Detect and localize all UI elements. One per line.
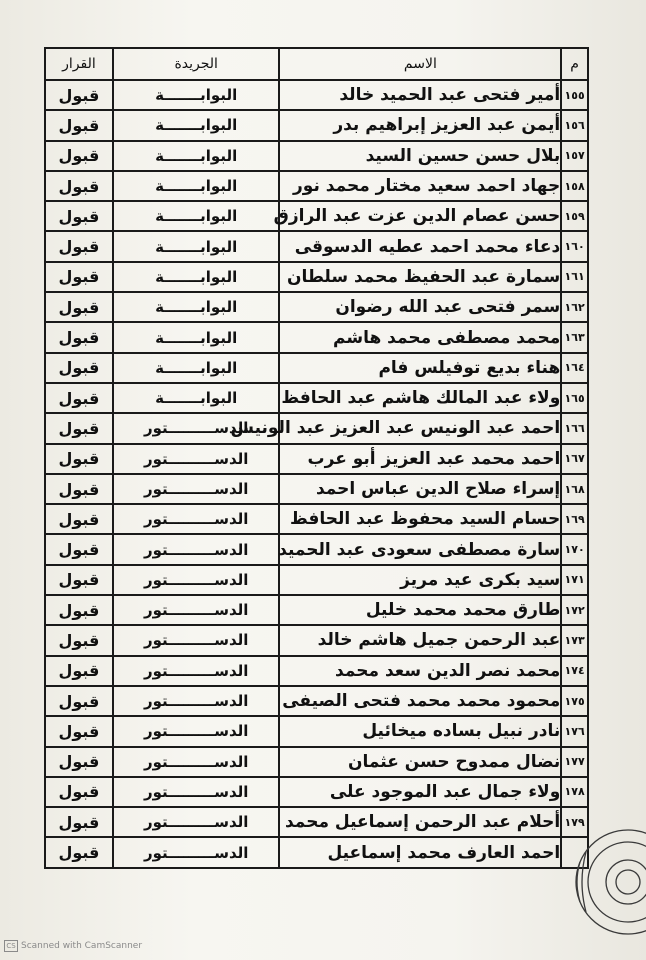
row-decision: قبول	[45, 565, 113, 595]
table-row	[45, 171, 588, 201]
row-decision: قبول	[45, 837, 113, 867]
row-name: طارق محمد محمد خليل	[279, 595, 561, 625]
row-decision: قبول	[45, 747, 113, 777]
row-number: ١٧١	[561, 565, 588, 595]
row-newspaper: البوابـــــــة	[113, 262, 280, 292]
row-newspaper: البوابـــــــة	[113, 171, 280, 201]
row-name: محمود محمد محمد فتحى الصيفى	[279, 686, 561, 716]
row-newspaper: البوابـــــــة	[113, 231, 280, 261]
row-newspaper: الدســـــــــتور	[113, 444, 280, 474]
row-newspaper: الدســـــــــتور	[113, 716, 280, 746]
row-name: سمر فتحى عبد الله رضوان	[279, 292, 561, 322]
row-newspaper: البوابـــــــة	[113, 110, 280, 140]
table-row	[45, 413, 588, 443]
row-name: أحلام عبد الرحمن إسماعيل محمد	[279, 807, 561, 837]
table-row	[45, 322, 588, 352]
row-name: محمد مصطفى محمد هاشم	[279, 322, 561, 352]
header-newspaper: الجريدة	[113, 48, 280, 80]
row-decision: قبول	[45, 353, 113, 383]
row-newspaper: الدســـــــــتور	[113, 656, 280, 686]
table-row	[45, 625, 588, 655]
row-number: ١٦٠	[561, 231, 588, 261]
row-number: ١٥٧	[561, 141, 588, 171]
scanner-text: Scanned with CamScanner	[21, 941, 143, 951]
row-number: ١٧٧	[561, 747, 588, 777]
table-row	[45, 656, 588, 686]
row-newspaper: البوابـــــــة	[113, 292, 280, 322]
table-row	[45, 686, 588, 716]
row-name: دعاء محمد احمد عطيه الدسوقى	[279, 231, 561, 261]
table-row	[45, 504, 588, 534]
row-number: ١٦٧	[561, 444, 588, 474]
row-name: احمد محمد عبد العزيز أبو عرب	[279, 444, 561, 474]
row-name: حسام السيد محفوظ عبد الحافظ	[279, 504, 561, 534]
table-row	[45, 292, 588, 322]
table-row	[45, 110, 588, 140]
table-row	[45, 807, 588, 837]
row-name: جهاد احمد سعيد مختار محمد نور	[279, 171, 561, 201]
row-newspaper: الدســـــــــتور	[113, 565, 280, 595]
row-decision: قبول	[45, 716, 113, 746]
row-decision: قبول	[45, 171, 113, 201]
row-name: ولاء جمال عبد الموجود على	[279, 777, 561, 807]
header-name: الاسم	[279, 48, 561, 80]
row-decision: قبول	[45, 292, 113, 322]
table-row	[45, 80, 588, 110]
row-newspaper: الدســـــــــتور	[113, 837, 280, 867]
row-name: سارة مصطفى سعودى عبد الحميد	[279, 534, 561, 564]
row-name: حسن عصام الدين عزت عبد الرازق	[279, 201, 561, 231]
table-header-row	[45, 48, 588, 80]
row-newspaper: البوابـــــــة	[113, 383, 280, 413]
row-number: ١٦٢	[561, 292, 588, 322]
table-row	[45, 231, 588, 261]
table-row	[45, 201, 588, 231]
row-decision: قبول	[45, 383, 113, 413]
row-name: احمد عبد الونيس عبد العزيز عبد الونيس	[279, 413, 561, 443]
row-number: ١٥٥	[561, 80, 588, 110]
row-decision: قبول	[45, 686, 113, 716]
row-name: نادر نبيل بساده ميخائيل	[279, 716, 561, 746]
row-name: بلال حسن حسين السيد	[279, 141, 561, 171]
header-number: م	[561, 48, 588, 80]
row-newspaper: الدســـــــــتور	[113, 686, 280, 716]
row-name: محمد نصر الدين سعد محمد	[279, 656, 561, 686]
row-name: أيمن عبد العزيز إبراهيم بدر	[279, 110, 561, 140]
table-row	[45, 777, 588, 807]
table-row	[45, 534, 588, 564]
table-row	[45, 353, 588, 383]
table-row	[45, 595, 588, 625]
row-name: سيد بكرى عيد مريز	[279, 565, 561, 595]
row-name: سمارة عبد الحفيظ محمد سلطان	[279, 262, 561, 292]
row-name: احمد العارف محمد إسماعيل	[279, 837, 561, 867]
row-number: ١٧٩	[561, 807, 588, 837]
row-decision: قبول	[45, 504, 113, 534]
table-row	[45, 444, 588, 474]
row-decision: قبول	[45, 444, 113, 474]
row-number: ١٥٨	[561, 171, 588, 201]
row-name: نضال ممدوح حسن عثمان	[279, 747, 561, 777]
table-row	[45, 837, 588, 867]
row-number: ١٦٩	[561, 504, 588, 534]
row-number: ١٧٨	[561, 777, 588, 807]
row-decision: قبول	[45, 656, 113, 686]
row-name: ولاء عبد المالك هاشم عبد الحافظ	[279, 383, 561, 413]
official-seal-stamp	[566, 822, 646, 942]
row-decision: قبول	[45, 231, 113, 261]
row-decision: قبول	[45, 322, 113, 352]
row-number: ١٧٣	[561, 625, 588, 655]
table-row	[45, 474, 588, 504]
row-number: ١٦٦	[561, 413, 588, 443]
row-number: ١٧٤	[561, 656, 588, 686]
row-number: ١٧٥	[561, 686, 588, 716]
row-decision: قبول	[45, 80, 113, 110]
row-decision: قبول	[45, 474, 113, 504]
row-newspaper: الدســـــــــتور	[113, 625, 280, 655]
row-number: ١٥٩	[561, 201, 588, 231]
table-row	[45, 383, 588, 413]
row-decision: قبول	[45, 534, 113, 564]
row-decision: قبول	[45, 807, 113, 837]
row-number: ١٦١	[561, 262, 588, 292]
row-newspaper: الدســـــــــتور	[113, 504, 280, 534]
table-row	[45, 747, 588, 777]
row-decision: قبول	[45, 201, 113, 231]
row-newspaper: البوابـــــــة	[113, 80, 280, 110]
row-newspaper: الدســـــــــتور	[113, 474, 280, 504]
row-newspaper: البوابـــــــة	[113, 201, 280, 231]
row-number: ١٥٦	[561, 110, 588, 140]
row-name: هناء بديع توفيلس فام	[279, 353, 561, 383]
row-decision: قبول	[45, 413, 113, 443]
row-number: ١٧٢	[561, 595, 588, 625]
row-number: ١٦٤	[561, 353, 588, 383]
row-newspaper: الدســـــــــتور	[113, 595, 280, 625]
row-newspaper: الدســـــــــتور	[113, 534, 280, 564]
scanner-watermark	[4, 940, 142, 952]
row-decision: قبول	[45, 595, 113, 625]
row-name: أمير فتحى عبد الحميد خالد	[279, 80, 561, 110]
row-number: ١٧٠	[561, 534, 588, 564]
row-newspaper: الدســـــــــتور	[113, 807, 280, 837]
row-newspaper: الدســـــــــتور	[113, 747, 280, 777]
row-newspaper: البوابـــــــة	[113, 322, 280, 352]
header-decision: القرار	[45, 48, 113, 80]
row-decision: قبول	[45, 262, 113, 292]
row-number: ١٦٨	[561, 474, 588, 504]
row-name: عبد الرحمن جميل هاشم خالد	[279, 625, 561, 655]
row-decision: قبول	[45, 141, 113, 171]
row-decision: قبول	[45, 625, 113, 655]
row-decision: قبول	[45, 110, 113, 140]
row-newspaper: البوابـــــــة	[113, 353, 280, 383]
table-row	[45, 141, 588, 171]
table-row	[45, 262, 588, 292]
row-newspaper: الدســـــــــتور	[113, 413, 280, 443]
row-number: ١٧٦	[561, 716, 588, 746]
members-table	[44, 47, 589, 869]
row-number: ١٦٣	[561, 322, 588, 352]
table-row	[45, 565, 588, 595]
row-newspaper: البوابـــــــة	[113, 141, 280, 171]
row-name: إسراء صلاح الدين عباس احمد	[279, 474, 561, 504]
row-decision: قبول	[45, 777, 113, 807]
row-newspaper: الدســـــــــتور	[113, 777, 280, 807]
row-number: ١٦٥	[561, 383, 588, 413]
table-row	[45, 716, 588, 746]
camscanner-logo-icon: CS	[4, 940, 18, 952]
